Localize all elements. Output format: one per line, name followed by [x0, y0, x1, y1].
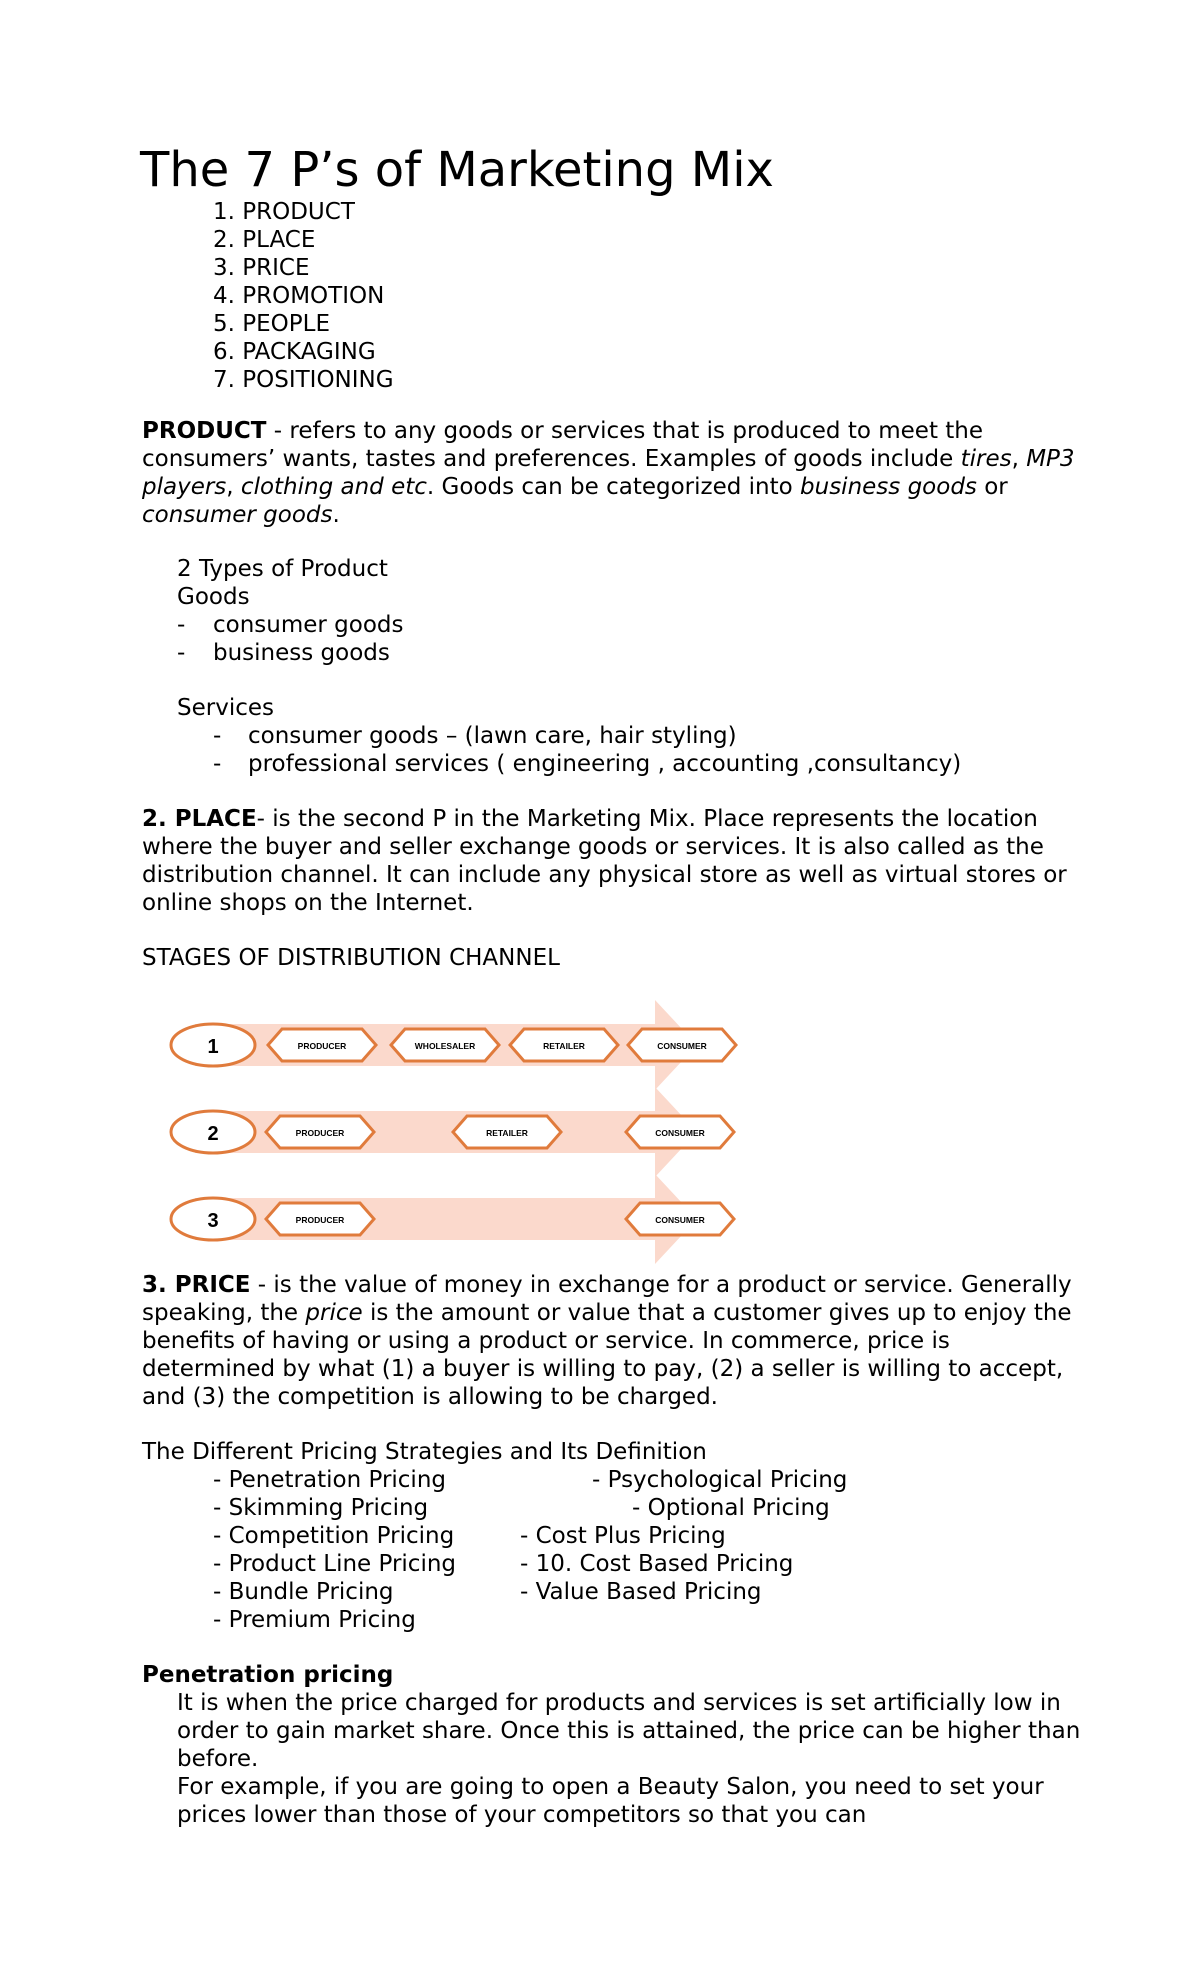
- list-item: 7. POSITIONING: [213, 367, 394, 393]
- node-label: WHOLESALER: [414, 1041, 476, 1051]
- channel-node: [453, 1116, 561, 1148]
- channel-node: [626, 1116, 734, 1148]
- channel-node: [510, 1029, 618, 1061]
- dash: -: [177, 612, 186, 638]
- business-goods-term: business goods: [800, 474, 977, 500]
- goods-item: business goods: [213, 640, 390, 666]
- strategy-right: - Value Based Pricing: [520, 1579, 762, 1605]
- channel-node: [626, 1203, 734, 1235]
- product-text: . Goods can be categorized into: [426, 474, 801, 500]
- goods-item: consumer goods: [213, 612, 404, 638]
- distribution-channel-diagram: [155, 990, 755, 1270]
- strategies-heading: The Different Pricing Strategies and Its Definition: [142, 1439, 707, 1465]
- price-term: price: [305, 1300, 363, 1326]
- channel-node: [268, 1029, 376, 1061]
- product-paragraph: [142, 417, 1082, 529]
- node-label: PRODUCER: [297, 1041, 347, 1051]
- row-number: 3: [207, 1210, 219, 1232]
- product-text: ,: [226, 474, 241, 500]
- strategy-left: - Premium Pricing: [213, 1607, 416, 1633]
- channel-node: [391, 1029, 499, 1061]
- product-text: - refers to any goods or services that is produced to meet the consumers’ wants, tastes and preferences. Examples of goods include: [142, 418, 984, 472]
- strategy-left: - Skimming Pricing: [213, 1495, 429, 1521]
- row-number: 2: [207, 1123, 219, 1145]
- services-item: consumer goods – (lawn care, hair styling): [248, 723, 737, 749]
- strategy-right: - Psychological Pricing: [592, 1467, 848, 1493]
- strategy-left: - Bundle Pricing: [213, 1579, 394, 1605]
- example-tires: tires: [960, 446, 1012, 472]
- place-heading: 2. PLACE: [142, 806, 257, 832]
- stages-heading: STAGES OF DISTRIBUTION CHANNEL: [142, 945, 560, 971]
- channel-row-1: [171, 1000, 736, 1090]
- penetration-heading: Penetration pricing: [142, 1662, 394, 1688]
- product-text: .: [332, 502, 340, 528]
- node-label: RETAILER: [543, 1041, 585, 1051]
- list-item: 5. PEOPLE: [213, 311, 330, 337]
- list-item: 4. PROMOTION: [213, 283, 385, 309]
- price-text: - is the value of money in exchange for a product or service. Generally speaking, the: [142, 1272, 1072, 1326]
- row-number: 1: [207, 1036, 219, 1058]
- product-text: or: [976, 474, 1008, 500]
- node-label: PRODUCER: [295, 1128, 345, 1138]
- price-text: is the amount or value that a customer gives up to enjoy the benefits of having or using a product or service. In commerce, price is determined by what (1) a buyer is willing to pay, (2) a seller is willing to accept, and (3) the competition is allowing to be charged.: [142, 1300, 1072, 1410]
- strategy-left: - Competition Pricing: [213, 1523, 455, 1549]
- list-item: 3. PRICE: [213, 255, 310, 281]
- types-heading: 2 Types of Product: [177, 556, 388, 582]
- price-heading: 3. PRICE: [142, 1272, 251, 1298]
- channel-node: [266, 1203, 374, 1235]
- list-item: 6. PACKAGING: [213, 339, 376, 365]
- services-item: professional services ( engineering , accounting ,consultancy): [248, 751, 962, 777]
- goods-label: Goods: [177, 584, 250, 610]
- price-paragraph: [142, 1271, 1082, 1411]
- node-label: PRODUCER: [295, 1215, 345, 1225]
- document-title: The 7 P’s of Marketing Mix: [140, 142, 774, 198]
- strategy-right: - Cost Plus Pricing: [520, 1523, 726, 1549]
- node-label: RETAILER: [486, 1128, 528, 1138]
- strategy-right: - Optional Pricing: [632, 1495, 830, 1521]
- node-label: CONSUMER: [655, 1215, 705, 1225]
- product-heading: PRODUCT: [142, 418, 267, 444]
- list-item: 1. PRODUCT: [213, 199, 355, 225]
- strategy-left: - Penetration Pricing: [213, 1467, 446, 1493]
- channel-row-3: [171, 1174, 734, 1264]
- node-label: CONSUMER: [655, 1128, 705, 1138]
- dash: -: [213, 751, 222, 777]
- product-text: ,: [1011, 446, 1027, 472]
- channel-row-2: [171, 1087, 734, 1177]
- place-paragraph: [142, 805, 1082, 917]
- channel-node: [266, 1116, 374, 1148]
- place-text: - is the second P in the Marketing Mix. Place represents the location where the buyer and seller exchange goods or services. It is also called as the distribution channel. It can include any physical store as well as virtual stores or online shops on the Internet.: [142, 806, 1067, 916]
- strategy-right: - 10. Cost Based Pricing: [520, 1551, 794, 1577]
- channel-node: [628, 1029, 736, 1061]
- example-clothing: clothing and etc: [240, 474, 427, 500]
- services-label: Services: [177, 695, 274, 721]
- consumer-goods-term: consumer goods: [142, 502, 333, 528]
- example-mp3: MP3 players: [142, 446, 1075, 500]
- penetration-paragraph-2: For example, if you are going to open a Beauty Salon, you need to set your prices lower than those of your competitors so that you can: [177, 1774, 1044, 1828]
- penetration-paragraph-1: It is when the price charged for products and services is set artificially low in order to gain market share. Once this is attained, the price can be higher than before.: [177, 1690, 1081, 1772]
- dash: -: [213, 723, 222, 749]
- mix-list: [213, 198, 394, 394]
- dash: -: [177, 640, 186, 666]
- strategy-left: - Product Line Pricing: [213, 1551, 457, 1577]
- node-label: CONSUMER: [657, 1041, 707, 1051]
- list-item: 2. PLACE: [213, 227, 316, 253]
